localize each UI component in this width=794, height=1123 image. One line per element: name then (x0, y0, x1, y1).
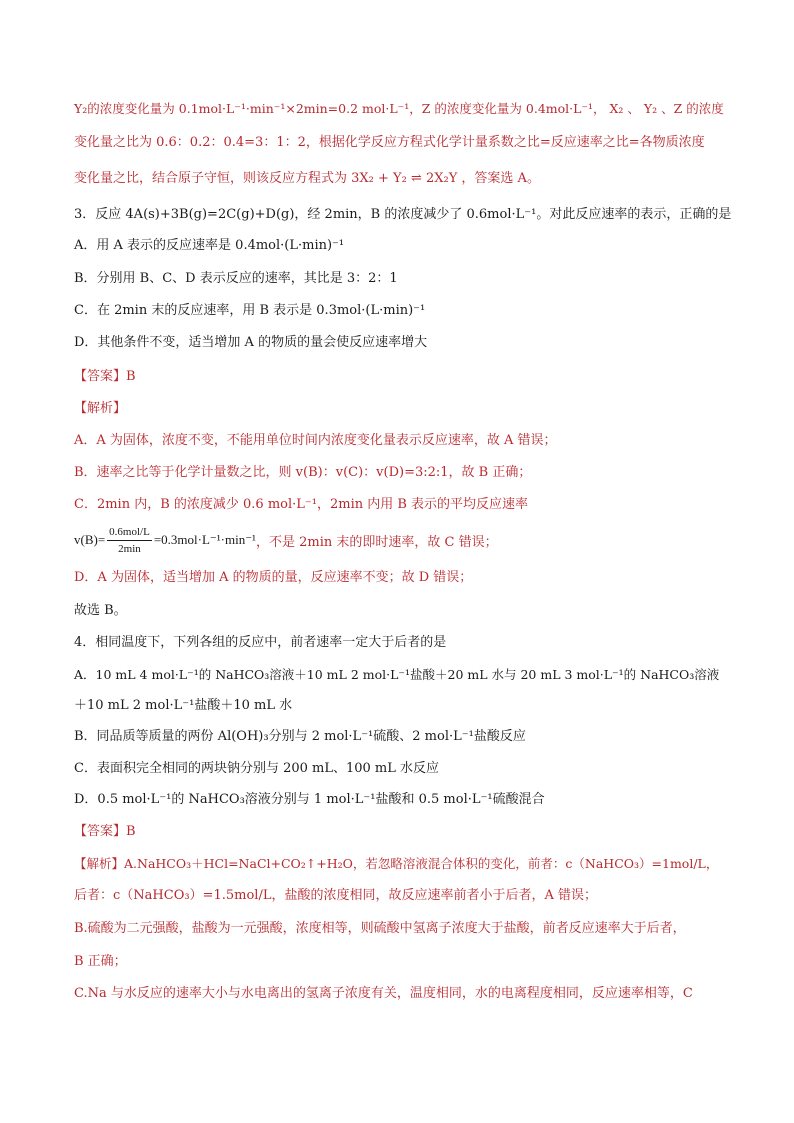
formula-fraction (107, 525, 152, 556)
analysis-line: 后者：c（NaHCO₃）=1.5mol/L，盐酸的浓度相同，故反应速率前者小于后者，A 错误； (74, 888, 597, 903)
text-line: 变化量之比，结合原子守恒，则该反应方程式为 3X₂ + Y₂ ⇌ 2X₂Y ，答案选 A。 (74, 171, 540, 186)
option-d: D．0.5 mol·L⁻¹的 NaHCO₃溶液分别与 1 mol·L⁻¹盐酸和 0.5 mol·L⁻¹硫酸混合 (74, 792, 545, 807)
rate-formula (74, 522, 498, 558)
analysis-label: 【解析】 (74, 401, 127, 416)
option-a: A．10 mL 4 mol·L⁻¹的 NaHCO₃溶液＋10 mL 2 mol·L⁻¹盐酸＋20 mL 水与 20 mL 3 mol·L⁻¹的 NaHCO₃溶液 (74, 667, 720, 682)
formula-numerator: 0.6mol/L (107, 525, 152, 541)
option-d: D．其他条件不变，适当增加 A 的物质的量会使反应速率增大 (74, 335, 428, 350)
question-4-stem: 4．相同温度下，下列各组的反应中，前者速率一定大于后者的是 (74, 635, 447, 650)
analysis-line: B 正确； (74, 954, 127, 969)
analysis-line: A．A 为固体，浓度不变，不能用单位时间内浓度变化量表示反应速率，故 A 错误； (74, 433, 557, 448)
analysis-line: 【解析】A.NaHCO₃＋HCl=NaCl+CO₂↑+H₂O，若忽略溶液混合体积的变化，前者：c（NaHCO₃）=1mol/L， (74, 856, 719, 871)
option-a: A．用 A 表示的反应速率是 0.4mol·(L·min)⁻¹ (74, 238, 345, 253)
option-b: B．同品质等质量的两份 Al(OH)₃分别与 2 mol·L⁻¹硫酸、2 mol·L⁻¹盐酸反应 (74, 729, 526, 744)
option-a-cont: ＋10 mL 2 mol·L⁻¹盐酸＋10 mL 水 (74, 698, 293, 713)
analysis-line: D．A 为固体，适当增加 A 的物质的量，反应速率不变；故 D 错误； (74, 570, 473, 585)
question-3-stem: 3．反应 4A(s)+3B(g)=2C(g)+D(g)，经 2min，B 的浓度减少了 0.6mol·L⁻¹。对此反应速率的表示，正确的是 (74, 207, 732, 222)
conclusion-line: 故选 B。 (74, 603, 127, 618)
formula-tail: ，不是 2min 末的即时速率，故 C 错误； (255, 534, 498, 550)
formula-denominator: 2min (118, 542, 141, 555)
text-line: 变化量之比为 0.6：0.2：0.4=3：1：2，根据化学反应方程式化学计量系数之比=反应速率之比=各物质浓度 (74, 135, 705, 150)
option-c: C．表面积完全相同的两块钠分别与 200 mL、100 mL 水反应 (74, 761, 440, 776)
analysis-line: B.硫酸为二元强酸，盐酸为一元强酸，浓度相等，则硫酸中氢离子浓度大于盐酸，前者反应速率大于后者， (74, 921, 686, 936)
formula-lhs: v(B)= (74, 532, 106, 547)
analysis-line: B．速率之比等于化学计量数之比，则 v(B)：v(C)：v(D)=3:2:1，故 B 正确； (74, 465, 532, 480)
option-c: C．在 2min 末的反应速率，用 B 表示是 0.3mol·(L·min)⁻¹ (74, 303, 426, 318)
answer-label: 【答案】B (74, 824, 136, 839)
answer-label: 【答案】B (74, 369, 136, 384)
formula-result: =0.3mol·L⁻¹·min⁻¹ (153, 532, 256, 547)
analysis-line: C．2min 内，B 的浓度减少 0.6 mol·L⁻¹，2min 内用 B 表示的平均反应速率 (74, 497, 529, 512)
analysis-line: C.Na 与水反应的速率大小与水电离出的氢离子浓度有关，温度相同，水的电离程度相同，反应速率相等，C (74, 986, 693, 1001)
text-line: Y₂的浓度变化量为 0.1mol·L⁻¹·min⁻¹×2min=0.2 mol·L⁻¹，Z 的浓度变化量为 0.4mol·L⁻¹， X₂ 、 Y₂ 、Z 的浓度 (74, 101, 724, 116)
option-b: B．分别用 B、C、D 表示反应的速率，其比是 3：2：1 (74, 271, 398, 286)
